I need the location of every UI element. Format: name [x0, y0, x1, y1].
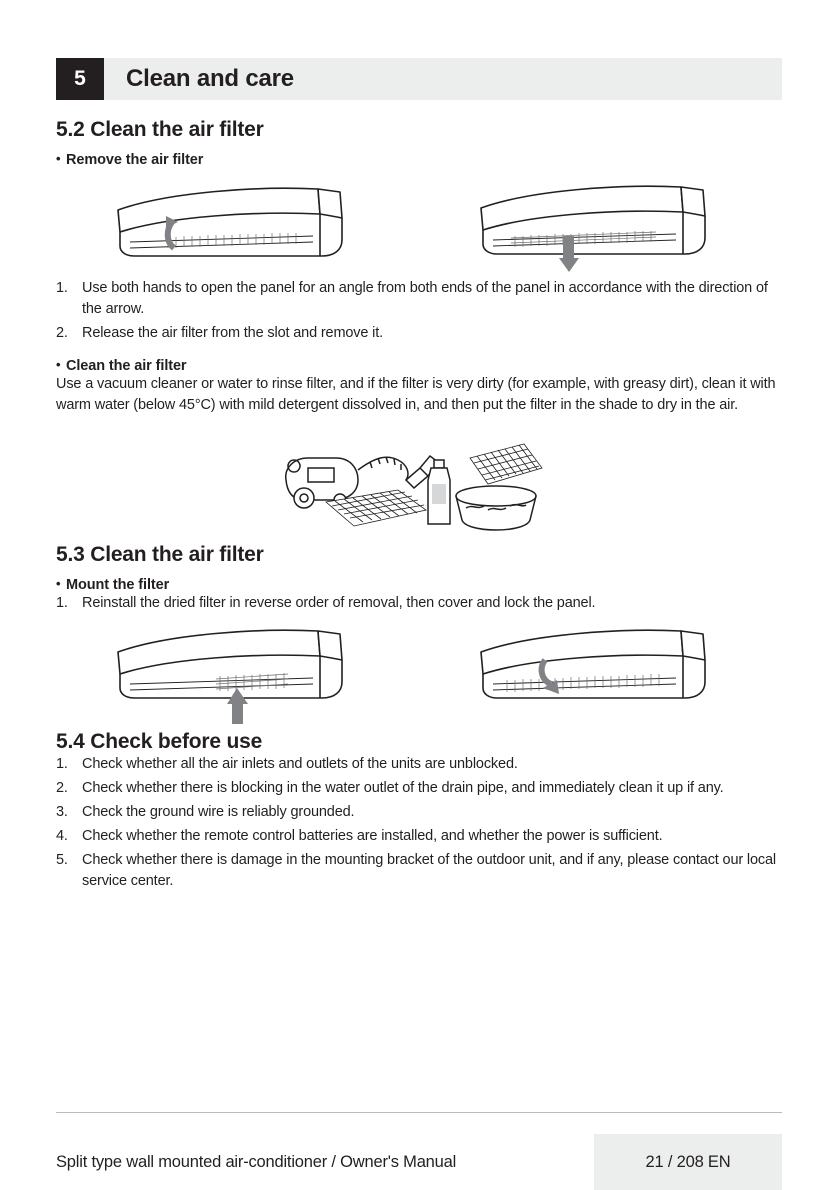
figure-row-cleaning — [56, 428, 782, 543]
wash-basin-icon — [456, 486, 536, 530]
subheading-mount-filter: • Mount the filter — [56, 577, 782, 593]
list-text: Release the air filter from the slot and remove it. — [82, 325, 384, 342]
steps-check-before-use — [56, 754, 782, 892]
list-number: 1. — [56, 595, 68, 612]
list-text: Check whether there is damage in the mounting bracket of the outdoor unit, and if any, please contact our local service center. — [82, 852, 777, 890]
subheading-clean-air-filter: • Clean the air filter — [56, 358, 782, 374]
list-text: Use both hands to open the panel for an angle from both ends of the panel in accordance with the direction of the arrow. — [82, 280, 768, 318]
footer-divider — [56, 1112, 782, 1113]
page-footer — [56, 1134, 782, 1190]
list-number: 4. — [56, 828, 68, 845]
list-number: 5. — [56, 852, 68, 869]
list-number: 1. — [56, 756, 68, 773]
section-heading-5-4: 5.4 Check before use — [56, 730, 263, 754]
up-arrow-icon — [227, 688, 248, 724]
chapter-header — [56, 58, 782, 100]
indoor-unit-insert-filter-diagram — [108, 626, 368, 730]
figure-row-mount-filter — [56, 626, 782, 730]
indoor-unit-close-panel-diagram — [471, 626, 731, 730]
indoor-unit-remove-filter-diagram — [471, 180, 731, 278]
list-text: Check whether there is blocking in the water outlet of the drain pipe, and immediately clean it up if any. — [82, 780, 724, 797]
list-item — [56, 778, 782, 799]
list-item — [56, 323, 782, 344]
detergent-bottle-icon — [428, 460, 450, 524]
indoor-unit-open-panel-diagram — [108, 180, 368, 278]
footer-page-number: 21 / 208 EN — [594, 1134, 782, 1190]
section-heading-5-3: 5.3 Clean the air filter — [56, 543, 264, 567]
list-text: Check whether the remote control batteries are installed, and whether the power is sufficient. — [82, 828, 663, 845]
list-item — [56, 278, 782, 320]
list-item — [56, 802, 782, 823]
list-item — [56, 593, 782, 614]
list-item — [56, 826, 782, 847]
list-number: 3. — [56, 804, 68, 821]
list-text: Check the ground wire is reliably grounded. — [82, 804, 355, 821]
list-text: Check whether all the air inlets and outlets of the units are unblocked. — [82, 756, 518, 773]
list-item — [56, 850, 782, 892]
page-content — [56, 118, 782, 895]
list-number: 1. — [56, 280, 68, 296]
paragraph-clean-air-filter: Use a vacuum cleaner or water to rinse filter, and if the filter is very dirty (for example, with greasy dirt), clean it with warm water (below 45°C) with mild detergent dissolved in, and then put the filter in the shade to dry in the air. — [56, 376, 776, 414]
steps-remove-filter — [56, 278, 782, 344]
list-number: 2. — [56, 325, 68, 342]
rotate-down-arrow-icon — [541, 660, 558, 694]
chapter-number: 5 — [56, 58, 104, 100]
steps-mount-filter — [56, 593, 782, 614]
vacuum-and-wash-diagram — [274, 428, 564, 543]
figure-row-remove-filter — [56, 180, 782, 278]
chapter-title: Clean and care — [126, 65, 294, 92]
footer-document-title: Split type wall mounted air-conditioner / Owner's Manual — [56, 1152, 457, 1171]
list-item — [56, 754, 782, 775]
section-heading-5-2: 5.2 Clean the air filter — [56, 118, 264, 141]
list-text: Reinstall the dried filter in reverse order of removal, then cover and lock the panel. — [82, 595, 596, 612]
filter-mesh-wash — [470, 444, 542, 484]
list-number: 2. — [56, 780, 68, 797]
subheading-remove-air-filter: • Remove the air filter — [56, 152, 782, 168]
